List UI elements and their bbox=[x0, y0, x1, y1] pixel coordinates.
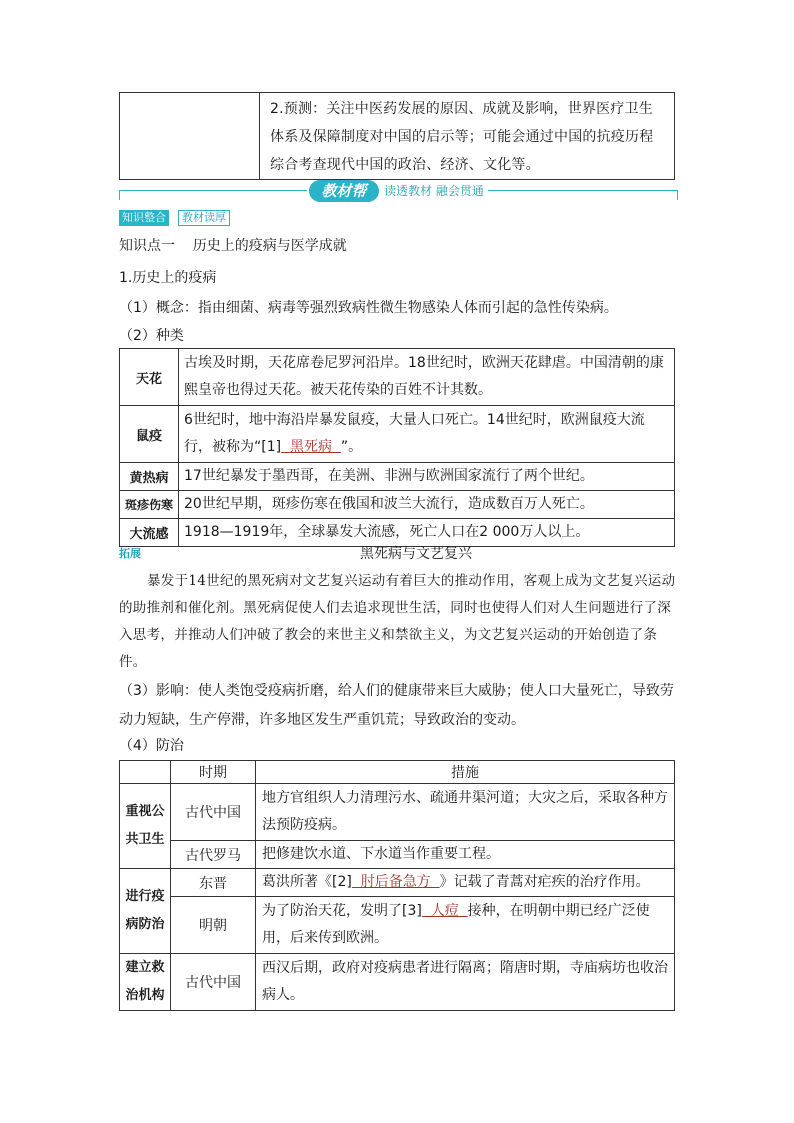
answer-blank-2: 肘后备急方 bbox=[351, 874, 440, 890]
disease-desc: 17世纪暴发于墨西哥，在美洲、非洲与欧洲国家流行了两个世纪。 bbox=[179, 463, 675, 491]
disease-name: 大流感 bbox=[120, 519, 179, 547]
answer-blank-1: 黑死病 bbox=[281, 439, 341, 455]
table-row bbox=[120, 954, 675, 1011]
disease-name: 斑疹伤寒 bbox=[120, 491, 179, 519]
period-cell: 古代罗马 bbox=[171, 841, 256, 869]
extension-text: 暴发于14世纪的黑死病对文艺复兴运动有着巨大的推动作用，客观上成为文艺复兴运动的助推剂和催化剂。黑死病促使人们去追求现世生活，同时也使得人们对人生问题进行了深入思考，并推动人们冲破了教会的来世主义和禁欲主义，为文艺复兴运动的开始创造了条件。 bbox=[119, 573, 676, 670]
disease-name: 天花 bbox=[120, 349, 179, 406]
banner-corner-right bbox=[677, 190, 678, 200]
banner-line-left bbox=[119, 190, 307, 191]
measure-cell: 葛洪所著《[2] 肘后备急方 》记载了青蒿对疟疾的治疗作用。 bbox=[256, 869, 675, 897]
period-cell: 东晋 bbox=[171, 869, 256, 897]
period-cell: 明朝 bbox=[171, 897, 256, 954]
table-header-row bbox=[120, 761, 675, 784]
concept-text: （1）概念：指由细菌、病毒等强烈致病性微生物感染人体而引起的急性传染病。 bbox=[119, 300, 618, 316]
disease-desc: 20世纪早期，斑疹伤寒在俄国和波兰大流行，造成数百万人死亡。 bbox=[179, 491, 675, 519]
prevention-heading: （4）防治 bbox=[119, 738, 184, 754]
prediction-table bbox=[119, 92, 675, 180]
header-period: 时期 bbox=[171, 761, 256, 784]
types-heading: （2）种类 bbox=[119, 328, 184, 344]
section-heading: 1.历史上的疫病 bbox=[119, 270, 217, 286]
extension-title: 黑死病与文艺复兴 bbox=[360, 546, 472, 562]
answer-blank-3: 人痘 bbox=[421, 903, 468, 919]
table-row bbox=[120, 897, 675, 954]
table-row bbox=[120, 784, 675, 841]
table-row bbox=[120, 349, 675, 406]
group-label: 重视公共卫生 bbox=[120, 784, 171, 869]
period-cell: 古代中国 bbox=[171, 954, 256, 1011]
banner-line-right bbox=[488, 190, 678, 191]
group-label: 建立救治机构 bbox=[120, 954, 171, 1011]
header-empty bbox=[120, 761, 171, 784]
table-row bbox=[120, 406, 675, 463]
group-label: 进行疫病防治 bbox=[120, 869, 171, 954]
disease-desc: 6世纪时，地中海沿岸暴发鼠疫，大量人口死亡。14世纪时，欧洲鼠疫大流行，被称为“[1] 黑死病 ”。 bbox=[179, 406, 675, 463]
disease-types-table bbox=[119, 348, 675, 547]
prevention-table bbox=[119, 760, 675, 1011]
disease-desc: 古埃及时期，天花席卷尼罗河沿岸。18世纪时，欧洲天花肆虐。中国清朝的康熙皇帝也得过天花。被天花传染的百姓不计其数。 bbox=[179, 349, 675, 406]
table-row bbox=[120, 491, 675, 519]
banner-subtitle: 读透教材 融会贯通 bbox=[384, 184, 484, 198]
disease-name: 黄热病 bbox=[120, 463, 179, 491]
banner-title: 教材帮 bbox=[309, 180, 379, 202]
header-measure: 措施 bbox=[256, 761, 675, 784]
empty-cell bbox=[120, 93, 260, 180]
period-cell: 古代中国 bbox=[171, 784, 256, 841]
table-row bbox=[120, 463, 675, 491]
disease-name: 鼠疫 bbox=[120, 406, 179, 463]
extension-label: 拓展 bbox=[119, 547, 141, 560]
banner-corner-left bbox=[119, 190, 120, 200]
measure-cell: 地方官组织人力清理污水、疏通井渠河道；大灾之后，采取各种方法预防疫病。 bbox=[256, 784, 675, 841]
impact-text: （3）影响：使人类饱受疫病折磨，给人们的健康带来巨大威胁；使人口大量死亡，导致劳动力短缺，生产停滞，许多地区发生严重饥荒；导致政治的变动。 bbox=[119, 683, 674, 728]
table-row bbox=[120, 869, 675, 897]
table-row bbox=[120, 841, 675, 869]
measure-cell: 西汉后期，政府对疫病患者进行隔离；隋唐时期，寺庙病坊也收治病人。 bbox=[256, 954, 675, 1011]
measure-cell: 把修建饮水道、下水道当作重要工程。 bbox=[256, 841, 675, 869]
tag-textbook: 教材读厚 bbox=[178, 210, 230, 226]
measure-cell: 为了防治天花，发明了[3] 人痘 接种，在明朝中期已经广泛使用，后来传到欧洲。 bbox=[256, 897, 675, 954]
tag-knowledge: 知识整合 bbox=[119, 210, 169, 226]
disease-desc: 1918—1919年，全球暴发大流感，死亡人口在2 000万人以上。 bbox=[179, 519, 675, 547]
prediction-text: 2.预测：关注中医药发展的原因、成就及影响，世界医疗卫生体系及保障制度对中国的启示等；可能会通过中国的抗疫历程综合考查现代中国的政治、经济、文化等。 bbox=[260, 93, 675, 180]
knowledge-point-heading: 知识点一 历史上的疫病与医学成就 bbox=[119, 238, 347, 254]
